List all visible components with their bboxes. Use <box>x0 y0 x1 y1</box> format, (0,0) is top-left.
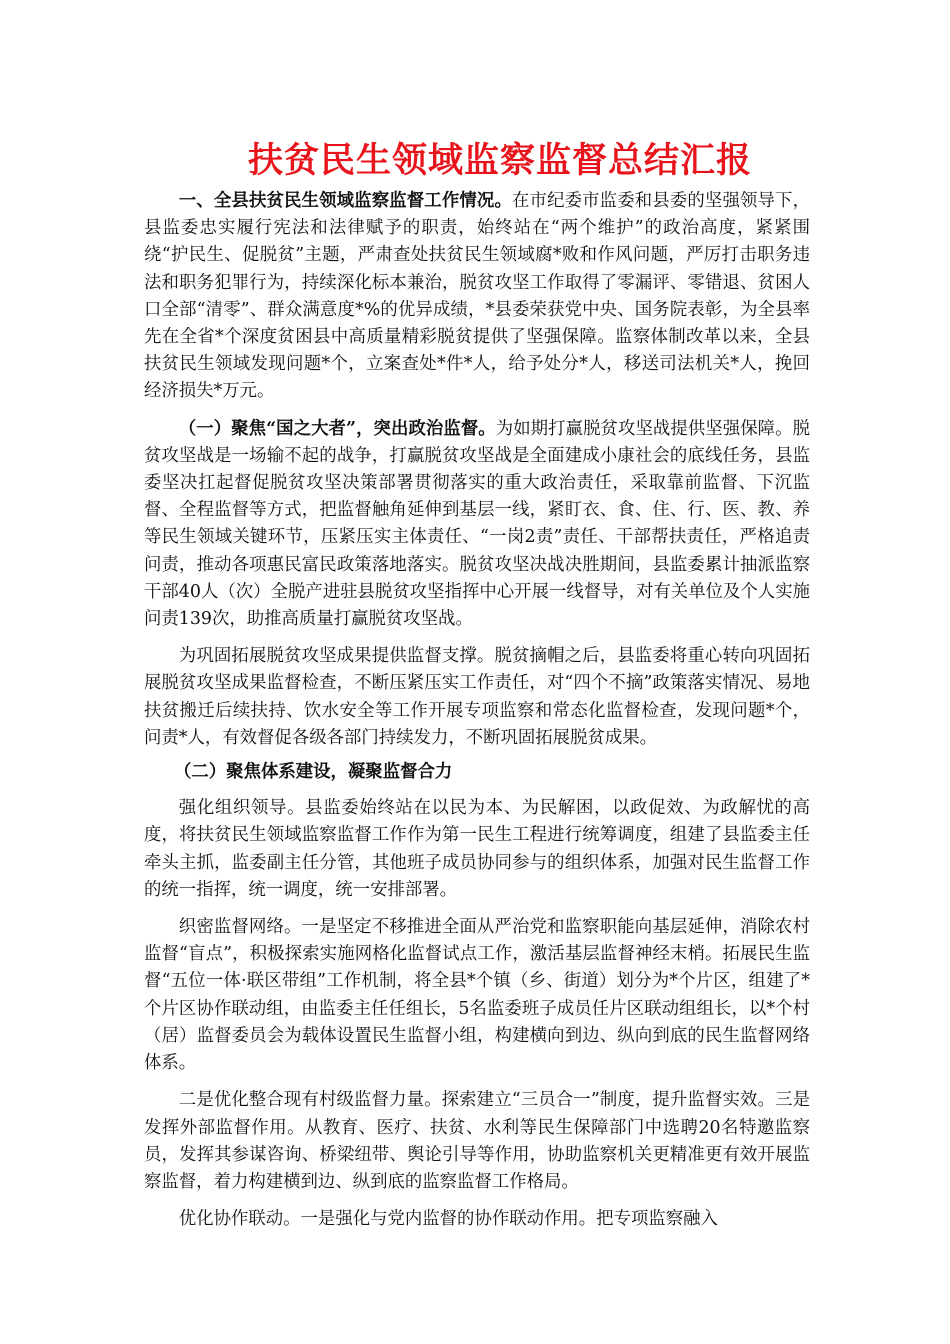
document-title: 扶贫民生领域监察监督总结汇报 <box>247 140 752 181</box>
paragraph-1-heading: 一、全县扶贫民生领域监察监督工作情况。 <box>178 191 512 211</box>
document-body <box>144 188 810 1240</box>
paragraph-3: 为巩固拓展脱贫攻坚成果提供监督支撑。脱贫摘帽之后，县监委将重心转向巩固拓展脱贫攻坚成果监督检查，不断压紧压实工作责任，对“四个不摘”政策落实情况、易地扶贫搬迁后续扶持、饮水安全等工作开展专项监察和常态化监督检查，发现问题*个，问责*人，有效督促各级各部门持续发力，不断巩固拓展脱贫成果。 <box>144 646 810 748</box>
section-1-heading: （一）聚焦“国之大者”，突出政治监督。 <box>178 418 496 439</box>
paragraph-2-text: 为如期打赢脱贫攻坚战提供坚强保障。脱贫攻坚战是一场输不起的战争，打赢脱贫攻坚战是全面建成小康社会的底线任务，县监委坚决扛起督促脱贫攻坚决策部署贯彻落实的重大政治责任，采取靠前监督、下沉监督、全程监督等方式，把监督触角延伸到基层一线，紧盯衣、食、住、行、医、教、养等民生领域关键环节，压紧压实主体责任、“一岗2责”责任、干部帮扶责任，严格追责问责，推动各项惠民富民政策落地落实。脱贫攻坚决战决胜期间，县监委累计抽派监察干部40人（次）全脱产进驻县脱贫攻坚指挥中心开展一线督导，对有关单位及个人实施问责139次，助推高质量打赢脱贫攻坚战。 <box>144 418 810 630</box>
paragraph-7: 优化协作联动。一是强化与党内监督的协作联动作用。把专项监察融入 <box>178 1209 718 1230</box>
section-2-heading: （二）聚焦体系建设，凝聚监督合力 <box>174 762 453 783</box>
paragraph-4: 强化组织领导。县监委始终站在以民为本、为民解困，以政促效、为政解忧的高度，将扶贫民生领域监察监督工作作为第一民生工程进行统筹调度，组建了县监委主任牵头主抓，监委副主任分管，其他班子成员协同参与的组织体系，加强对民生监督工作的统一指挥，统一调度，统一安排部署。 <box>144 798 810 900</box>
paragraph-1-text: 在市纪委市监委和县委的坚强领导下，县监委忠实履行宪法和法律赋予的职责，始终站在“两个维护”的政治高度，紧紧围绕“护民生、促脱贫”主题，严肃查处扶贫民生领域腐*败和作风问题，严厉打击职务违法和职务犯罪行为，持续深化标本兼治，脱贫攻坚工作取得了零漏评、零错退、贫困人口全部“清零”、群众满意度*%的优异成绩，*县委荣获党中央、国务院表彰，为全县率先在全省*个深度贫困县中高质量精彩脱贫提供了坚强保障。监察体制改革以来，全县扶贫民生领域发现问题*个，立案查处*件*人，给予处分*人，移送司法机关*人，挽回经济损失*万元。 <box>144 191 810 402</box>
paragraph-5: 织密监督网络。一是坚定不移推进全面从严治党和监察职能向基层延伸，消除农村监督“盲点”，积极探索实施网格化监督试点工作，激活基层监督神经末梢。拓展民生监督“五位一体·联区带组”工作机制，将全县*个镇（乡、街道）划分为*个片区，组建了*个片区协作联动组，由监委主任任组长，5名监委班子成员任片区联动组组长，以*个村（居）监督委员会为载体设置民生监督小组，构建横向到边、纵向到底的民生监督网络体系。 <box>144 917 810 1074</box>
paragraph-6: 二是优化整合现有村级监督力量。探索建立“三员合一”制度，提升监督实效。三是发挥外部监督作用。从教育、医疗、扶贫、水利等民生保障部门中选聘20名特邀监察员，发挥其参谋咨询、桥梁纽带、舆论引导等作用，协助监察机关更精准更有效开展监察监督，着力构建横到边、纵到底的监察监督工作格局。 <box>144 1090 810 1192</box>
paragraph-2 <box>144 416 810 634</box>
paragraph-1 <box>144 188 810 406</box>
